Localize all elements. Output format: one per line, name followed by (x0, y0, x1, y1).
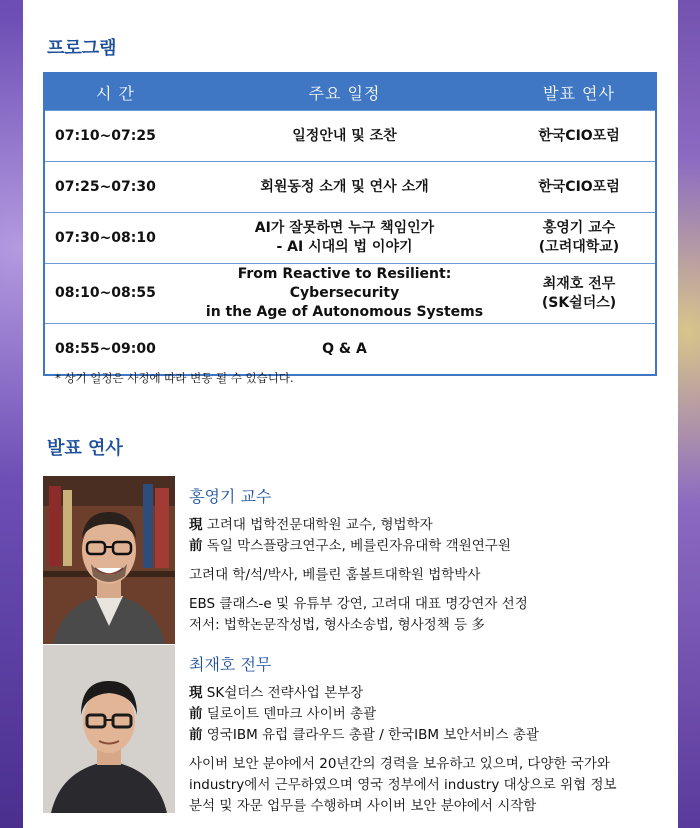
bio-line (189, 683, 617, 704)
bio-prefix: 前 (189, 538, 203, 554)
bio-line: 사이버 보안 분야에서 20년간의 경력을 보유하고 있으며, 다양한 국가와 (189, 756, 610, 772)
speaker-bio-choi (189, 683, 617, 817)
speaker-line: (고려대학교) (538, 239, 620, 255)
row-speaker (503, 324, 656, 376)
bio-prefix: 現 (189, 685, 203, 701)
table-row (44, 213, 656, 264)
program-title: 프로그램 (47, 38, 117, 59)
speaker-line: 홍영기 교수 (542, 220, 616, 236)
speaker-line: (SK쉴더스) (541, 294, 617, 311)
row-speaker (503, 264, 656, 324)
bio-text: 독일 막스플랑크연구소, 베를린자유대학 객원연구원 (202, 538, 511, 554)
header-time: 시 간 (44, 73, 186, 111)
bio-prefix: 現 (189, 517, 203, 533)
speaker-photo-choi (43, 645, 175, 813)
bio-prefix: 前 (189, 727, 203, 743)
table-row (44, 162, 656, 213)
bio-line (189, 725, 617, 746)
agenda-line: 회원동정 소개 및 연사 소개 (260, 178, 429, 195)
speaker-line: 최재호 전무 (542, 275, 616, 292)
bio-line (189, 704, 617, 725)
agenda-line: 일정안내 및 조찬 (292, 127, 397, 144)
row-agenda (186, 162, 503, 213)
schedule-table (43, 72, 657, 376)
row-time: 07:30~08:10 (44, 213, 186, 264)
schedule-note: * 상기 일정은 사정에 따라 변동 될 수 있습니다. (55, 371, 294, 385)
agenda-line: in the Age of Autonomous Systems (205, 304, 484, 320)
speakers-title: 발표 연사 (47, 438, 123, 459)
bio-line: 저서: 법학논문작성법, 형사소송법, 형사정책 등 多 (189, 617, 485, 633)
speaker-name-choi: 최재호 전무 (189, 655, 272, 674)
agenda-line: From Reactive to Resilient: Cybersecurity (237, 266, 452, 301)
bio-line (189, 515, 528, 536)
bio-text: 고려대 학/석/박사, 베를린 훔볼트대학원 법학박사 (189, 567, 481, 583)
speaker-photo-hong (43, 476, 175, 644)
row-agenda (186, 324, 503, 376)
speaker-name-hong: 홍영기 교수 (189, 487, 272, 506)
table-row (44, 324, 656, 376)
header-speaker: 발표 연사 (503, 73, 656, 111)
agenda-line: AI가 잘못하면 누구 책임인가 (254, 220, 435, 236)
row-agenda (186, 213, 503, 264)
agenda-line: - AI 시대의 법 이야기 (276, 239, 413, 255)
row-time: 07:25~07:30 (44, 162, 186, 213)
speaker-bio-hong (189, 515, 528, 636)
row-time: 07:10~07:25 (44, 111, 186, 162)
row-agenda (186, 111, 503, 162)
content-card (23, 0, 678, 828)
speaker-line: 한국CIO포럼 (538, 178, 620, 195)
row-speaker (503, 162, 656, 213)
row-speaker (503, 111, 656, 162)
table-row (44, 264, 656, 324)
right-decorative-border (678, 0, 700, 828)
agenda-line: Q & A (322, 340, 367, 357)
bio-line: EBS 클래스-e 및 유튜부 강연, 고려대 대표 명강연자 선정 (189, 596, 528, 612)
row-time: 08:55~09:00 (44, 324, 186, 376)
bio-prefix: 前 (189, 706, 203, 722)
table-row (44, 111, 656, 162)
bio-line: industry에서 근무하였으며 영국 정부에서 industry 대상으로 위협 정보 (189, 777, 617, 793)
bio-text: 고려대 법학전문대학원 교수, 형법학자 (202, 517, 433, 533)
schedule-header-row (44, 73, 656, 111)
bio-text: 딜로이트 덴마크 사이버 총괄 (202, 706, 377, 722)
bio-line (189, 565, 528, 586)
bio-line (189, 536, 528, 557)
bio-text: SK쉴더스 전략사업 본부장 (202, 685, 364, 701)
bio-line: 분석 및 자문 업무를 수행하며 사이버 보안 분야에서 시작함 (189, 798, 537, 814)
row-time: 08:10~08:55 (44, 264, 186, 324)
bio-text: 영국IBM 유럽 클라우드 총괄 / 한국IBM 보안서비스 총괄 (202, 727, 539, 743)
row-speaker (503, 213, 656, 264)
header-agenda: 주요 일정 (186, 73, 503, 111)
row-agenda (186, 264, 503, 324)
speaker-line: 한국CIO포럼 (538, 127, 620, 144)
